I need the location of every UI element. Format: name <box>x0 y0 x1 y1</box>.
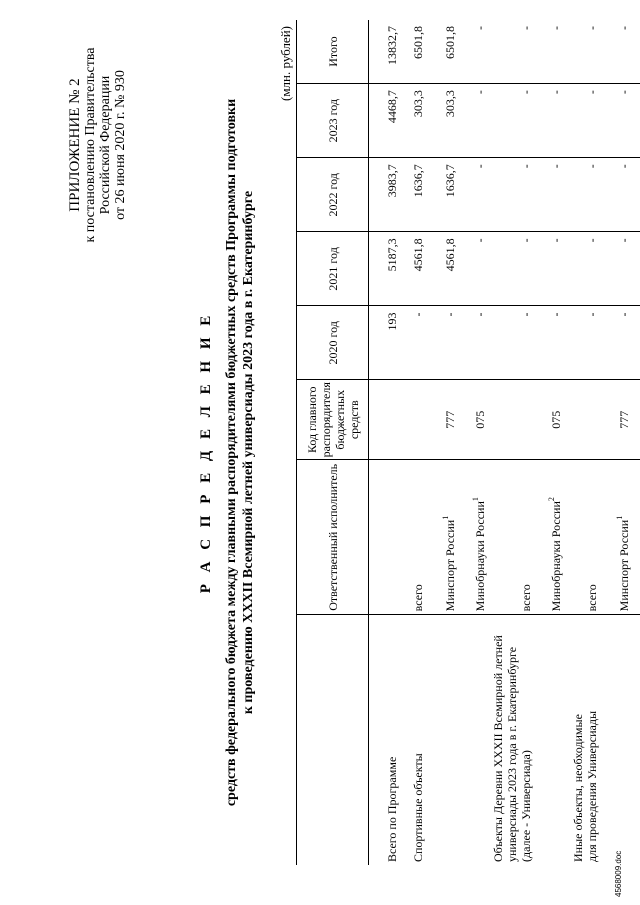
header-total: Итого <box>297 20 369 84</box>
cell-total: 6501,8 <box>399 20 425 84</box>
table-spacer-cell <box>631 460 640 615</box>
table-spacer-cell <box>631 20 640 84</box>
cell-total: - <box>457 20 487 84</box>
cell-y2021: - <box>599 232 631 306</box>
subtitle-line-1: средств федерального бюджета между главными распорядителями бюджетных средств Программы подготовки <box>224 98 239 807</box>
cell-total: 13832,7 <box>369 20 400 84</box>
cell-section: Объекты Деревни XXXII Всемирной летней универсиады 2023 года в г. Екатеринбурге (далее - Универсиада) <box>491 635 533 862</box>
annex-date: от 26 июня 2020 г. № 930 <box>113 70 128 220</box>
cell-executor <box>533 460 563 615</box>
table-header-row <box>297 20 369 865</box>
cell-y2020: - <box>599 306 631 380</box>
document-title: Р А С П Р Е Д Е Л Е Н И Е <box>198 311 214 594</box>
cell-y2023: 303,3 <box>399 84 425 158</box>
cell-total: - <box>563 20 599 84</box>
cell-total: - <box>599 20 631 84</box>
table-spacer-cell <box>631 380 640 460</box>
header-section <box>297 615 369 865</box>
footnote-mark: 1 <box>441 515 450 520</box>
cell-section: Иные объекты, необходимые для проведения Универсиады <box>571 710 599 862</box>
executor-name: Минспорт России <box>617 519 631 612</box>
cell-y2021: - <box>487 232 533 306</box>
cell-executor <box>399 460 425 615</box>
header-code: Код главного распорядителя бюджетных средств <box>297 380 369 460</box>
cell-y2021: - <box>533 232 563 306</box>
table-spacer-cell <box>631 306 640 380</box>
cell-executor <box>487 460 533 615</box>
cell-y2021: 4561,8 <box>425 232 457 306</box>
annex-line-2: к постановлению Правительства <box>83 47 98 243</box>
table-spacer-cell <box>631 84 640 158</box>
executor-name: всего <box>411 584 425 612</box>
annex-number: ПРИЛОЖЕНИЕ № 2 <box>67 78 83 212</box>
cell-section <box>457 615 487 865</box>
table-spacer-cell <box>631 158 640 232</box>
cell-y2023: - <box>487 84 533 158</box>
cell-y2020: 193 <box>369 306 400 380</box>
cell-y2023: - <box>457 84 487 158</box>
distribution-table <box>296 20 640 865</box>
cell-code <box>399 380 425 460</box>
cell-y2021: 4561,8 <box>399 232 425 306</box>
cell-section <box>425 615 457 865</box>
cell-y2020: - <box>533 306 563 380</box>
document-subtitle <box>223 60 257 845</box>
cell-code: 075 <box>533 380 563 460</box>
cell-y2022: 1636,7 <box>425 158 457 232</box>
executor-name: всего <box>519 584 533 612</box>
table-bottom-row <box>631 20 640 865</box>
cell-y2022: - <box>487 158 533 232</box>
cell-total: - <box>533 20 563 84</box>
table-row <box>369 20 400 865</box>
cell-y2021: - <box>563 232 599 306</box>
cell-section <box>533 615 563 865</box>
cell-section: Всего по Программе <box>385 756 399 862</box>
header-2021: 2021 год <box>297 232 369 306</box>
cell-code <box>369 380 400 460</box>
annex-header <box>68 15 128 275</box>
header-2023: 2023 год <box>297 84 369 158</box>
table-row <box>457 20 487 865</box>
footnote-mark: 1 <box>615 515 624 520</box>
cell-y2022: - <box>563 158 599 232</box>
table-row <box>533 20 563 865</box>
cell-code <box>563 380 599 460</box>
cell-y2022: 3983,7 <box>369 158 400 232</box>
cell-y2020: - <box>425 306 457 380</box>
cell-y2020: - <box>487 306 533 380</box>
cell-total: 6501,8 <box>425 20 457 84</box>
units-label: (млн. рублей) <box>278 26 293 101</box>
header-2022: 2022 год <box>297 158 369 232</box>
cell-code: 075 <box>457 380 487 460</box>
cell-y2023: 4468,7 <box>369 84 400 158</box>
header-executor: Ответственный исполнитель <box>297 460 369 615</box>
table-row <box>487 20 533 865</box>
header-2020: 2020 год <box>297 306 369 380</box>
cell-y2023: - <box>563 84 599 158</box>
cell-y2023: - <box>533 84 563 158</box>
cell-section: Спортивные объекты <box>411 753 425 862</box>
table-row <box>599 20 631 865</box>
cell-y2020: - <box>399 306 425 380</box>
cell-y2023: - <box>599 84 631 158</box>
cell-executor <box>563 460 599 615</box>
cell-total: - <box>487 20 533 84</box>
cell-code <box>487 380 533 460</box>
cell-y2022: - <box>533 158 563 232</box>
cell-y2021: - <box>457 232 487 306</box>
executor-name: Минспорт России <box>443 519 457 612</box>
cell-executor <box>599 460 631 615</box>
table-row <box>399 20 425 865</box>
annex-line-3: Российской Федерации <box>98 75 113 215</box>
subtitle-line-2: к проведению XXXII Всемирной летней универсиады 2023 года в г. Екатеринбурге <box>241 190 256 715</box>
cell-y2020: - <box>563 306 599 380</box>
executor-name: всего <box>585 584 599 612</box>
cell-y2022: - <box>457 158 487 232</box>
cell-executor <box>425 460 457 615</box>
footnote-mark: 2 <box>547 497 556 502</box>
cell-y2020: - <box>457 306 487 380</box>
cell-executor <box>369 460 400 615</box>
table-spacer-cell <box>631 232 640 306</box>
cell-y2021: 5187,3 <box>369 232 400 306</box>
table-row <box>425 20 457 865</box>
footer-doc-id: 4568009.doc <box>614 850 623 897</box>
executor-name: Минобрнауки России <box>549 501 563 612</box>
cell-y2023: 303,3 <box>425 84 457 158</box>
footnote-mark: 1 <box>471 497 480 502</box>
cell-y2022: 1636,7 <box>399 158 425 232</box>
cell-code: 777 <box>599 380 631 460</box>
cell-y2022: - <box>599 158 631 232</box>
table-spacer-cell <box>631 615 640 865</box>
cell-section <box>599 615 631 865</box>
cell-executor <box>457 460 487 615</box>
executor-name: Минобрнауки России <box>473 501 487 612</box>
cell-code: 777 <box>425 380 457 460</box>
table-row <box>563 20 599 865</box>
